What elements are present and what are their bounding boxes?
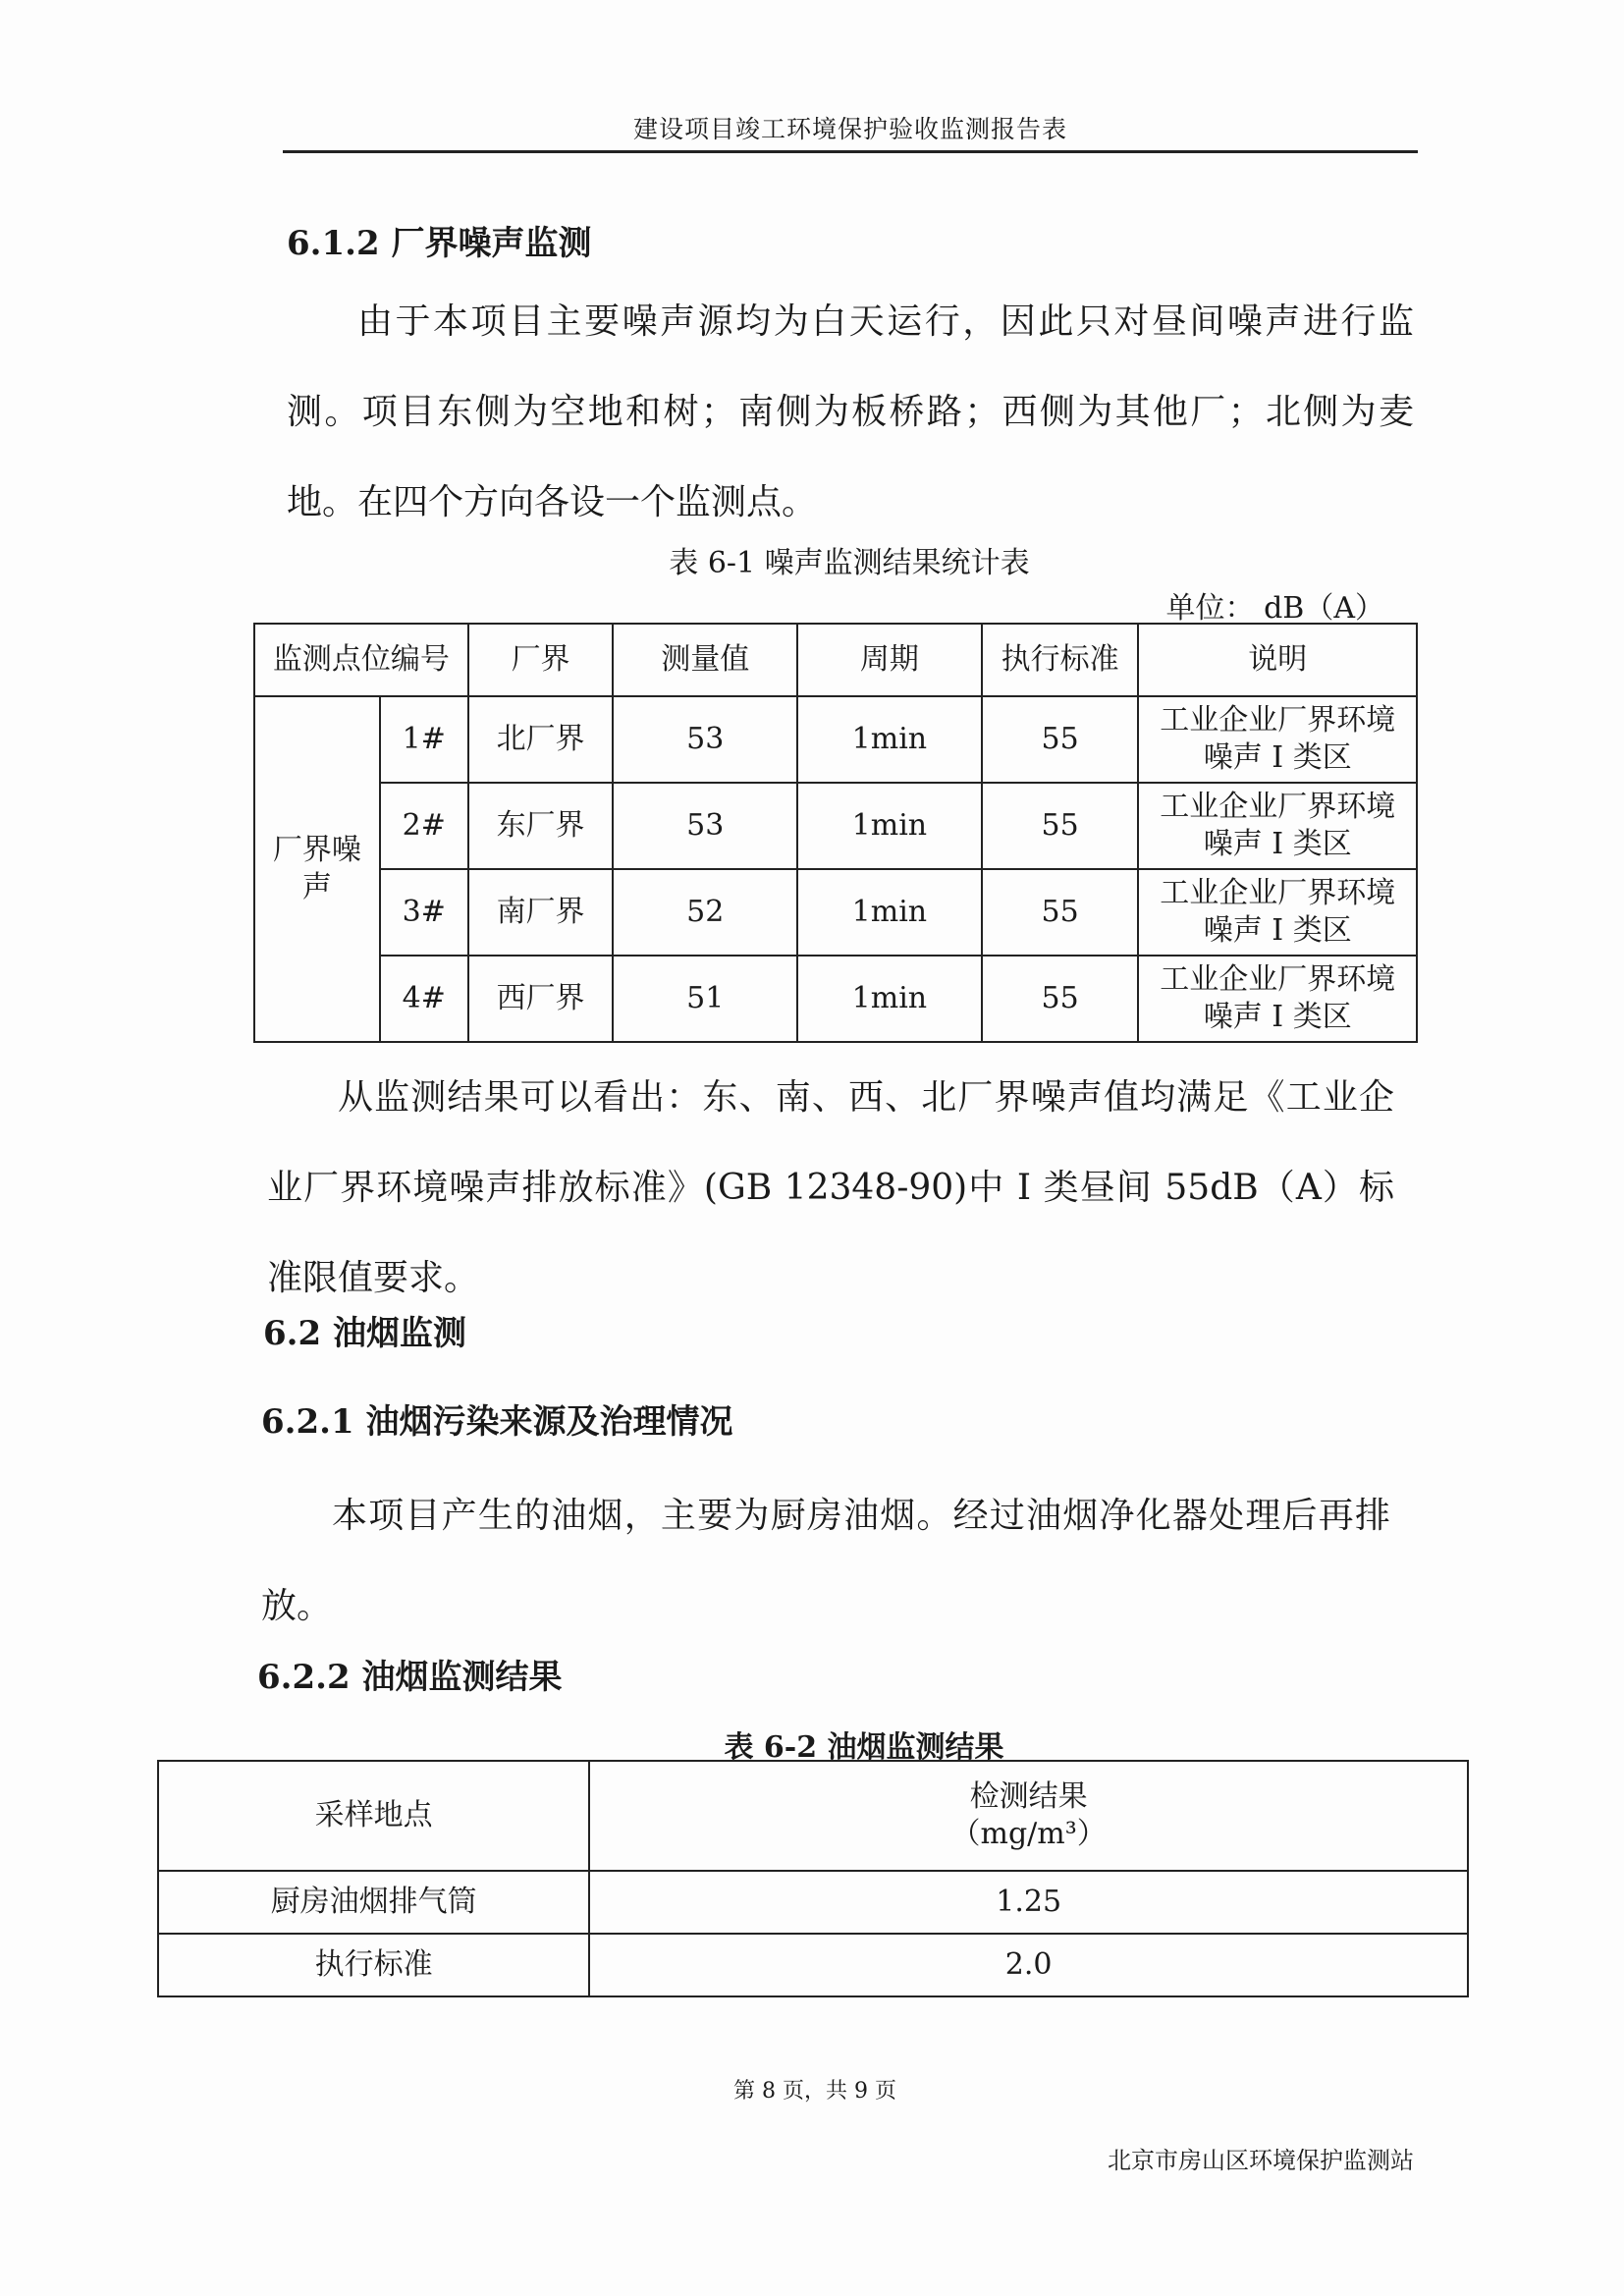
boundary-cell: 北厂界 (468, 696, 614, 783)
header-cell: 测量值 (613, 624, 797, 696)
standard-cell: 55 (982, 783, 1139, 869)
standard-cell: 55 (982, 696, 1139, 783)
value-cell: 53 (613, 783, 797, 869)
header-result-unit: （mg/m³） (950, 1817, 1107, 1851)
page-number: 第 8 页，共 9 页 (733, 2079, 896, 2104)
page-header: 建设项目竣工环境保护验收监测报告表 (632, 115, 1067, 143)
note-cell: 工业企业厂界环境噪声 I 类区 (1138, 956, 1417, 1042)
footer-organization: 北京市房山区环境保护监测站 (1108, 2147, 1414, 2174)
table-header-row (254, 624, 1417, 696)
boundary-cell: 西厂界 (468, 956, 614, 1042)
section-heading-6-2: 6.2 油烟监测 (263, 1314, 466, 1353)
table-6-1-unit: 单位： dB（A） (1165, 591, 1384, 626)
table-header-row (158, 1761, 1468, 1871)
paragraph-noise-conclusion: 从监测结果可以看出：东、南、西、北厂界噪声值均满足《工业企业厂界环境噪声排放标准》(GB 12348-90)中 I 类昼间 55dB（A）标准限值要求。 (267, 1077, 1394, 1298)
table-row (254, 783, 1417, 869)
note-cell: 工业企业厂界环境噪声 I 类区 (1138, 869, 1417, 956)
point-no-cell: 4# (380, 956, 468, 1042)
header-rule (283, 150, 1418, 153)
table-row (158, 1934, 1468, 1996)
point-no-cell: 1# (380, 696, 468, 783)
header-cell: 监测点位编号 (254, 624, 468, 696)
value-cell: 52 (613, 869, 797, 956)
value-cell: 53 (613, 696, 797, 783)
section-heading-6-2-1: 6.2.1 油烟污染来源及治理情况 (261, 1402, 733, 1442)
group-label-cell: 厂界噪声 (254, 696, 380, 1042)
paragraph-6-1-2: 由于本项目主要噪声源均为白天运行，因此只对昼间噪声进行监测。项目东侧为空地和树；南侧为板桥路；西侧为其他厂；北侧为麦地。在四个方向各设一个监测点。 (287, 301, 1414, 522)
period-cell: 1min (797, 783, 982, 869)
table-6-2-caption: 表 6-2 油烟监测结果 (724, 1730, 1004, 1765)
table-row (158, 1871, 1468, 1934)
header-cell: 厂界 (468, 624, 614, 696)
period-cell: 1min (797, 956, 982, 1042)
point-no-cell: 2# (380, 783, 468, 869)
point-no-cell: 3# (380, 869, 468, 956)
paragraph-6-2-1: 本项目产生的油烟，主要为厨房油烟。经过油烟净化器处理后再排放。 (261, 1496, 1390, 1626)
header-cell-result (589, 1761, 1468, 1871)
location-cell: 执行标准 (158, 1934, 589, 1996)
header-cell: 说明 (1138, 624, 1417, 696)
header-result-label: 检测结果 (969, 1779, 1088, 1814)
location-cell: 厨房油烟排气筒 (158, 1871, 589, 1934)
note-cell: 工业企业厂界环境噪声 I 类区 (1138, 696, 1417, 783)
header-cell: 采样地点 (158, 1761, 589, 1871)
period-cell: 1min (797, 696, 982, 783)
table-row (254, 869, 1417, 956)
value-cell: 51 (613, 956, 797, 1042)
note-cell: 工业企业厂界环境噪声 I 类区 (1138, 783, 1417, 869)
result-cell: 1.25 (589, 1871, 1468, 1934)
table-row (254, 956, 1417, 1042)
section-heading-6-1-2: 6.1.2 厂界噪声监测 (287, 224, 592, 263)
period-cell: 1min (797, 869, 982, 956)
standard-cell: 55 (982, 956, 1139, 1042)
header-cell: 周期 (797, 624, 982, 696)
boundary-cell: 南厂界 (468, 869, 614, 956)
result-cell: 2.0 (589, 1934, 1468, 1996)
table-row (254, 696, 1417, 783)
standard-cell: 55 (982, 869, 1139, 956)
boundary-cell: 东厂界 (468, 783, 614, 869)
section-heading-6-2-2: 6.2.2 油烟监测结果 (257, 1658, 563, 1697)
header-cell: 执行标准 (982, 624, 1139, 696)
noise-results-table (253, 623, 1418, 1043)
table-6-1-caption: 表 6-1 噪声监测结果统计表 (669, 546, 1030, 580)
oil-fume-results-table (157, 1760, 1469, 1997)
